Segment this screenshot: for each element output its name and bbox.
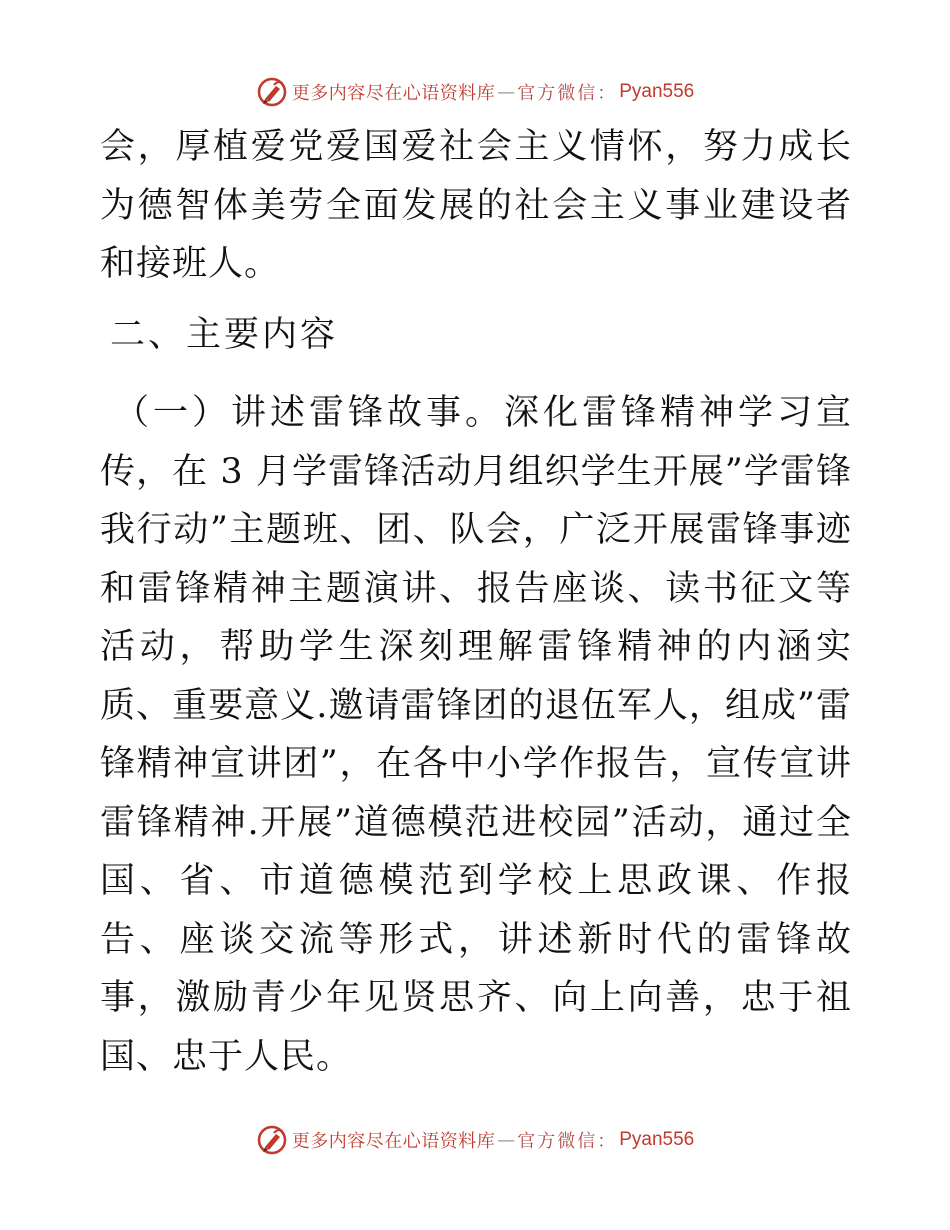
watermark-main-text: 更多内容尽在心语资料库 <box>291 1131 496 1152</box>
watermark-sub-text: 官方微信： <box>517 83 618 104</box>
watermark-dash: — <box>497 81 516 103</box>
document-body <box>100 118 852 1086</box>
footer-watermark <box>0 1120 950 1160</box>
watermark-main-text: 更多内容尽在心语资料库 <box>291 83 496 104</box>
watermark-dash: — <box>497 1129 516 1151</box>
paragraph-lei-feng-stories: （一）讲述雷锋故事。深化雷锋精神学习宣传，在 3 月学雷锋活动月组织学生开展”学雷锋我行动”主题班、团、队会，广泛开展雷锋事迹和雷锋精神主题演讲、报告座谈、读书征文等活动，帮助学生深刻理解雷锋精神的内涵实质、重要意义.邀请雷锋团的退伍军人，组成”雷锋精神宣讲团”，在各中小学作报告，宣传宣讲雷锋精神.开展”道德模范进校园”活动，通过全国、省、市道德模范到学校上思政课、作报告、座谈交流等形式，讲述新时代的雷锋故事，激励青少年见贤思齐、向上向善，忠于祖国、忠于人民。 <box>100 393 852 1077</box>
section-heading: 二、主要内容 <box>110 314 339 355</box>
watermark-sub-text: 官方微信： <box>517 1131 618 1152</box>
header-watermark <box>0 72 950 112</box>
watermark-wechat-id: Pyan556 <box>619 1129 695 1150</box>
pen-logo-icon <box>256 1124 288 1156</box>
watermark-wechat-id: Pyan556 <box>619 81 695 102</box>
paragraph-intro-continuation: 会，厚植爱党爱国爱社会主义情怀，努力成长为德智体美劳全面发展的社会主义事业建设者和接班人。 <box>100 127 852 284</box>
pen-logo-icon <box>256 76 288 108</box>
